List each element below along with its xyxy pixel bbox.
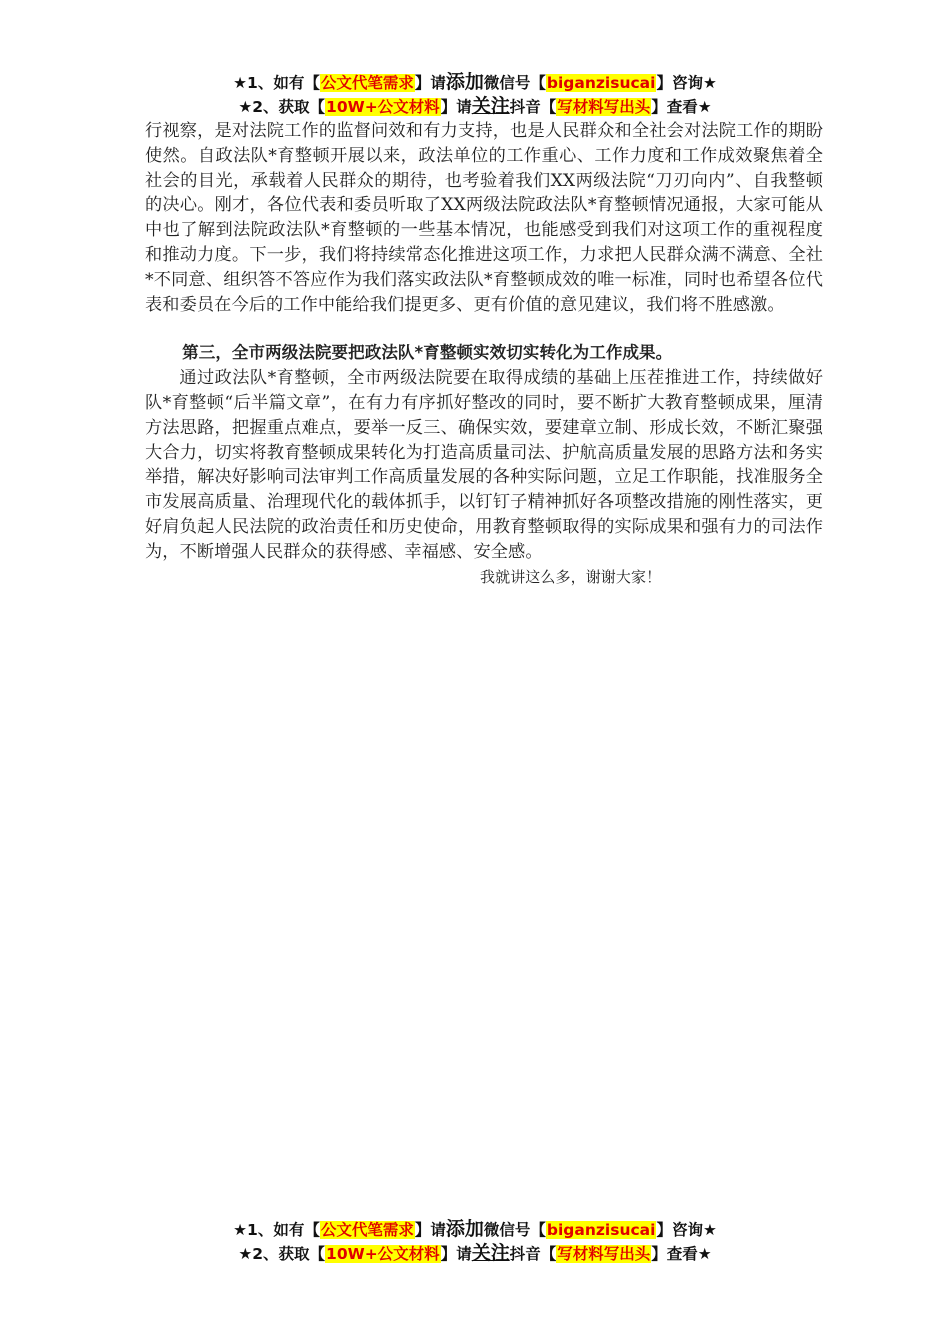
banner-text: ★2、获取【 xyxy=(238,98,326,116)
banner-emphasis: 关注 xyxy=(471,1242,510,1264)
banner-text: 】请 xyxy=(414,74,446,92)
highlight-service: 公文代笔需求 xyxy=(320,74,414,92)
banner-text: 微信号【 xyxy=(483,1221,546,1239)
banner-text: 】请 xyxy=(440,1245,472,1263)
banner-emphasis: 添加 xyxy=(445,71,484,93)
banner-line-1 xyxy=(0,70,950,94)
highlight-materials: 10W+公文材料 xyxy=(326,98,440,116)
banner-text: 】咨询★ xyxy=(656,74,717,92)
banner-text: 】咨询★ xyxy=(656,1221,717,1239)
header-banner xyxy=(0,70,950,118)
banner-text: 】查看★ xyxy=(651,98,712,116)
section-heading: 第三，全市两级法院要把政法队*育整顿实效切实转化为工作成果。 xyxy=(182,343,673,363)
footer-banner xyxy=(0,1217,950,1265)
banner-line-2 xyxy=(0,94,950,118)
highlight-wechat-id: biganzisucai xyxy=(546,74,656,92)
banner-text: ★1、如有【 xyxy=(233,74,320,92)
banner-text: 】请 xyxy=(414,1221,446,1239)
banner-line-1 xyxy=(0,1217,950,1241)
banner-text: ★1、如有【 xyxy=(233,1221,320,1239)
banner-emphasis: 添加 xyxy=(445,1218,484,1240)
body-paragraph: 行视察，是对法院工作的监督问效和有力支持，也是人民群众和全社会对法院工作的期盼使然。自政法队*育整顿开展以来，政法单位的工作重心、工作力度和工作成效聚焦着全社会的目光，承载着人民群众的期待，也考验着我们XX两级法院“刀刃向内”、自我整顿的决心。刚才，各位代表和委员听取了XX两级法院政法队*育整顿情况通报，大家可能从中也了解到法院政法队*育整顿的一些基本情况，也能感受到我们对这项工作的重视程度和推动力度。下一步，我们将持续常态化推进这项工作，力求把人民群众满不满意、全社*不同意、组织答不答应作为我们落实政法队*育整顿成效的唯一标准，同时也希望各位代表和委员在今后的工作中能给我们提更多、更有价值的意见建议，我们将不胜感激。 xyxy=(145,121,823,315)
banner-text: 】请 xyxy=(440,98,472,116)
highlight-douyin: 写材料写出头 xyxy=(557,1245,651,1263)
banner-text: ★2、获取【 xyxy=(238,1245,326,1263)
banner-line-2 xyxy=(0,1241,950,1265)
highlight-douyin: 写材料写出头 xyxy=(557,98,651,116)
highlight-service: 公文代笔需求 xyxy=(320,1221,414,1239)
banner-text: 】查看★ xyxy=(651,1245,712,1263)
banner-emphasis: 关注 xyxy=(471,95,510,117)
banner-text: 抖音【 xyxy=(509,98,557,116)
highlight-wechat-id: biganzisucai xyxy=(546,1221,656,1239)
banner-text: 微信号【 xyxy=(483,74,546,92)
banner-text: 抖音【 xyxy=(509,1245,557,1263)
closing-remark: 我就讲这么多，谢谢大家！ xyxy=(480,567,662,586)
body-paragraph: 通过政法队*育整顿，全市两级法院要在取得成绩的基础上压茬推进工作，持续做好队*育整顿“后半篇文章”，在有力有序抓好整改的同时，要不断扩大教育整顿成果，厘清方法思路，把握重点难点，要举一反三、确保实效，要建章立制、形成长效，不断汇聚强大合力，切实将教育整顿成果转化为打造高质量司法、护航高质量发展的思路方法和务实举措，解决好影响司法审判工作高质量发展的各种实际问题，立足工作职能，找准服务全市发展高质量、治理现代化的载体抓手，以钉钉子精神抓好各项整改措施的刚性落实，更好肩负起人民法院的政治责任和历史使命，用教育整顿取得的实际成果和强有力的司法作为，不断增强人民群众的获得感、幸福感、安全感。 xyxy=(145,368,823,562)
document-body xyxy=(145,119,823,589)
highlight-materials: 10W+公文材料 xyxy=(326,1245,440,1263)
